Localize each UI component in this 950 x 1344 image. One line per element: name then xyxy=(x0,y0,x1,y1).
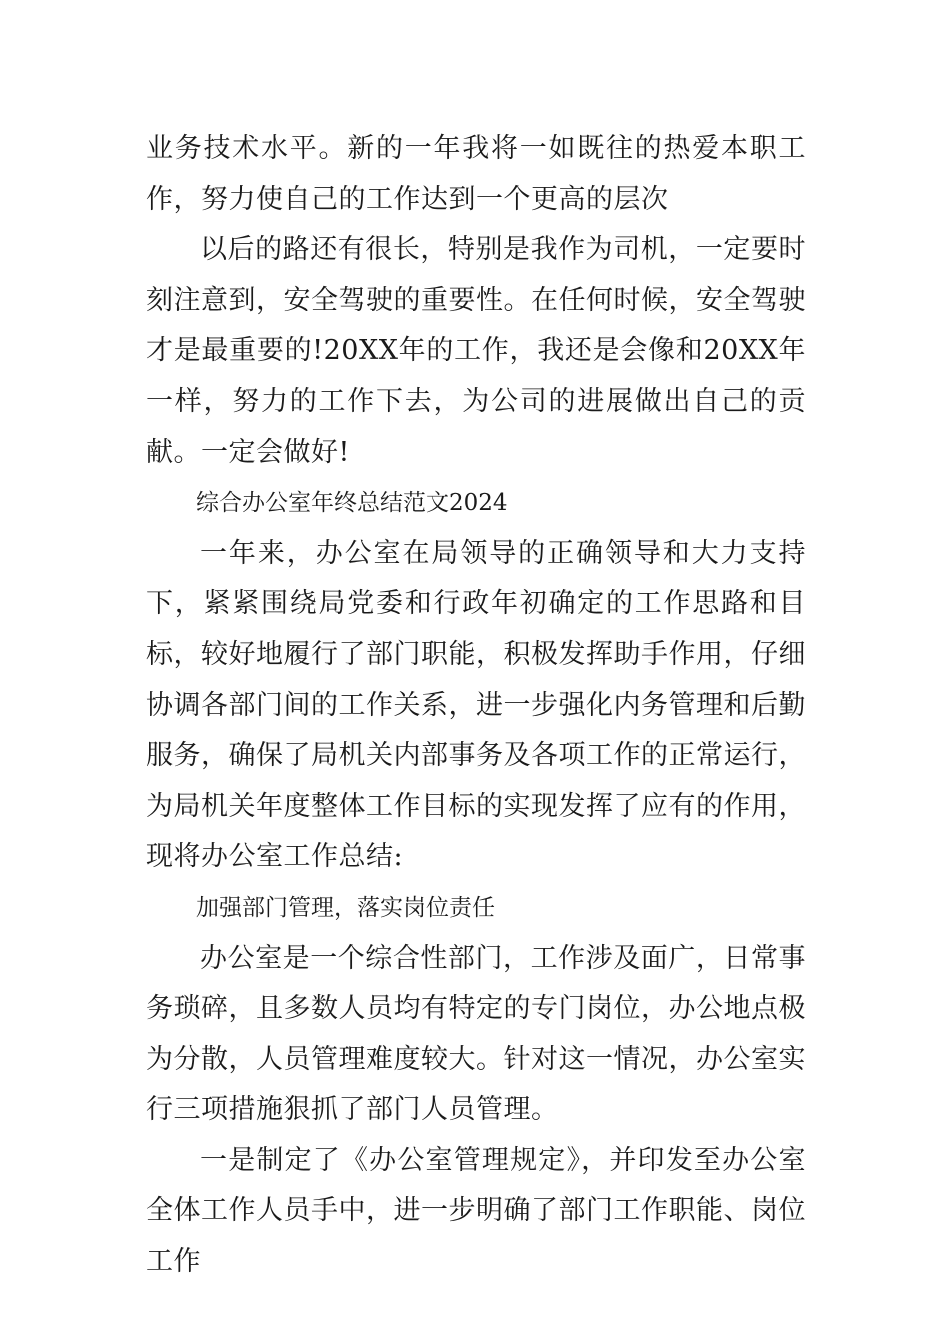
paragraph-office-description: 办公室是一个综合性部门，工作涉及面广，日常事务琐碎，且多数人员均有特定的专门岗位，办公地点极为分散，人员管理难度较大。针对这一情况，办公室实行三项措施狠抓了部门人员管理。 xyxy=(146,942,806,1126)
section-title-department-management: 加强部门管理，落实岗位责任 xyxy=(196,894,495,921)
paragraph-measure-one: 一是制定了《办公室管理规定》，并印发至办公室全体工作人员手中，进一步明确了部门工作职能、岗位工作 xyxy=(146,1144,806,1278)
document-body xyxy=(146,124,806,1288)
paragraph-driver-safety: 以后的路还有很长，特别是我作为司机，一定要时刻注意到，安全驾驶的重要性。在任何时候，安全驾驶才是最重要的!20XX年的工作，我还是会像和20XX年一样，努力的工作下去，为公司的进展做出自己的贡献。一定会做好! xyxy=(146,234,806,468)
paragraph-office-intro: 一年来，办公室在局领导的正确领导和大力支持下，紧紧围绕局党委和行政年初确定的工作思路和目标，较好地履行了部门职能，积极发挥助手作用，仔细协调各部门间的工作关系，进一步强化内务管理和后勤服务，确保了局机关内部事务及各项工作的正常运行，为局机关年度整体工作目标的实现发挥了应有的作用，现将办公室工作总结: xyxy=(146,537,806,873)
paragraph-continuation: 业务技术水平。新的一年我将一如既往的热爱本职工作，努力使自己的工作达到一个更高的层次 xyxy=(146,133,806,215)
section-title-office-summary: 综合办公室年终总结范文2024 xyxy=(196,490,508,517)
